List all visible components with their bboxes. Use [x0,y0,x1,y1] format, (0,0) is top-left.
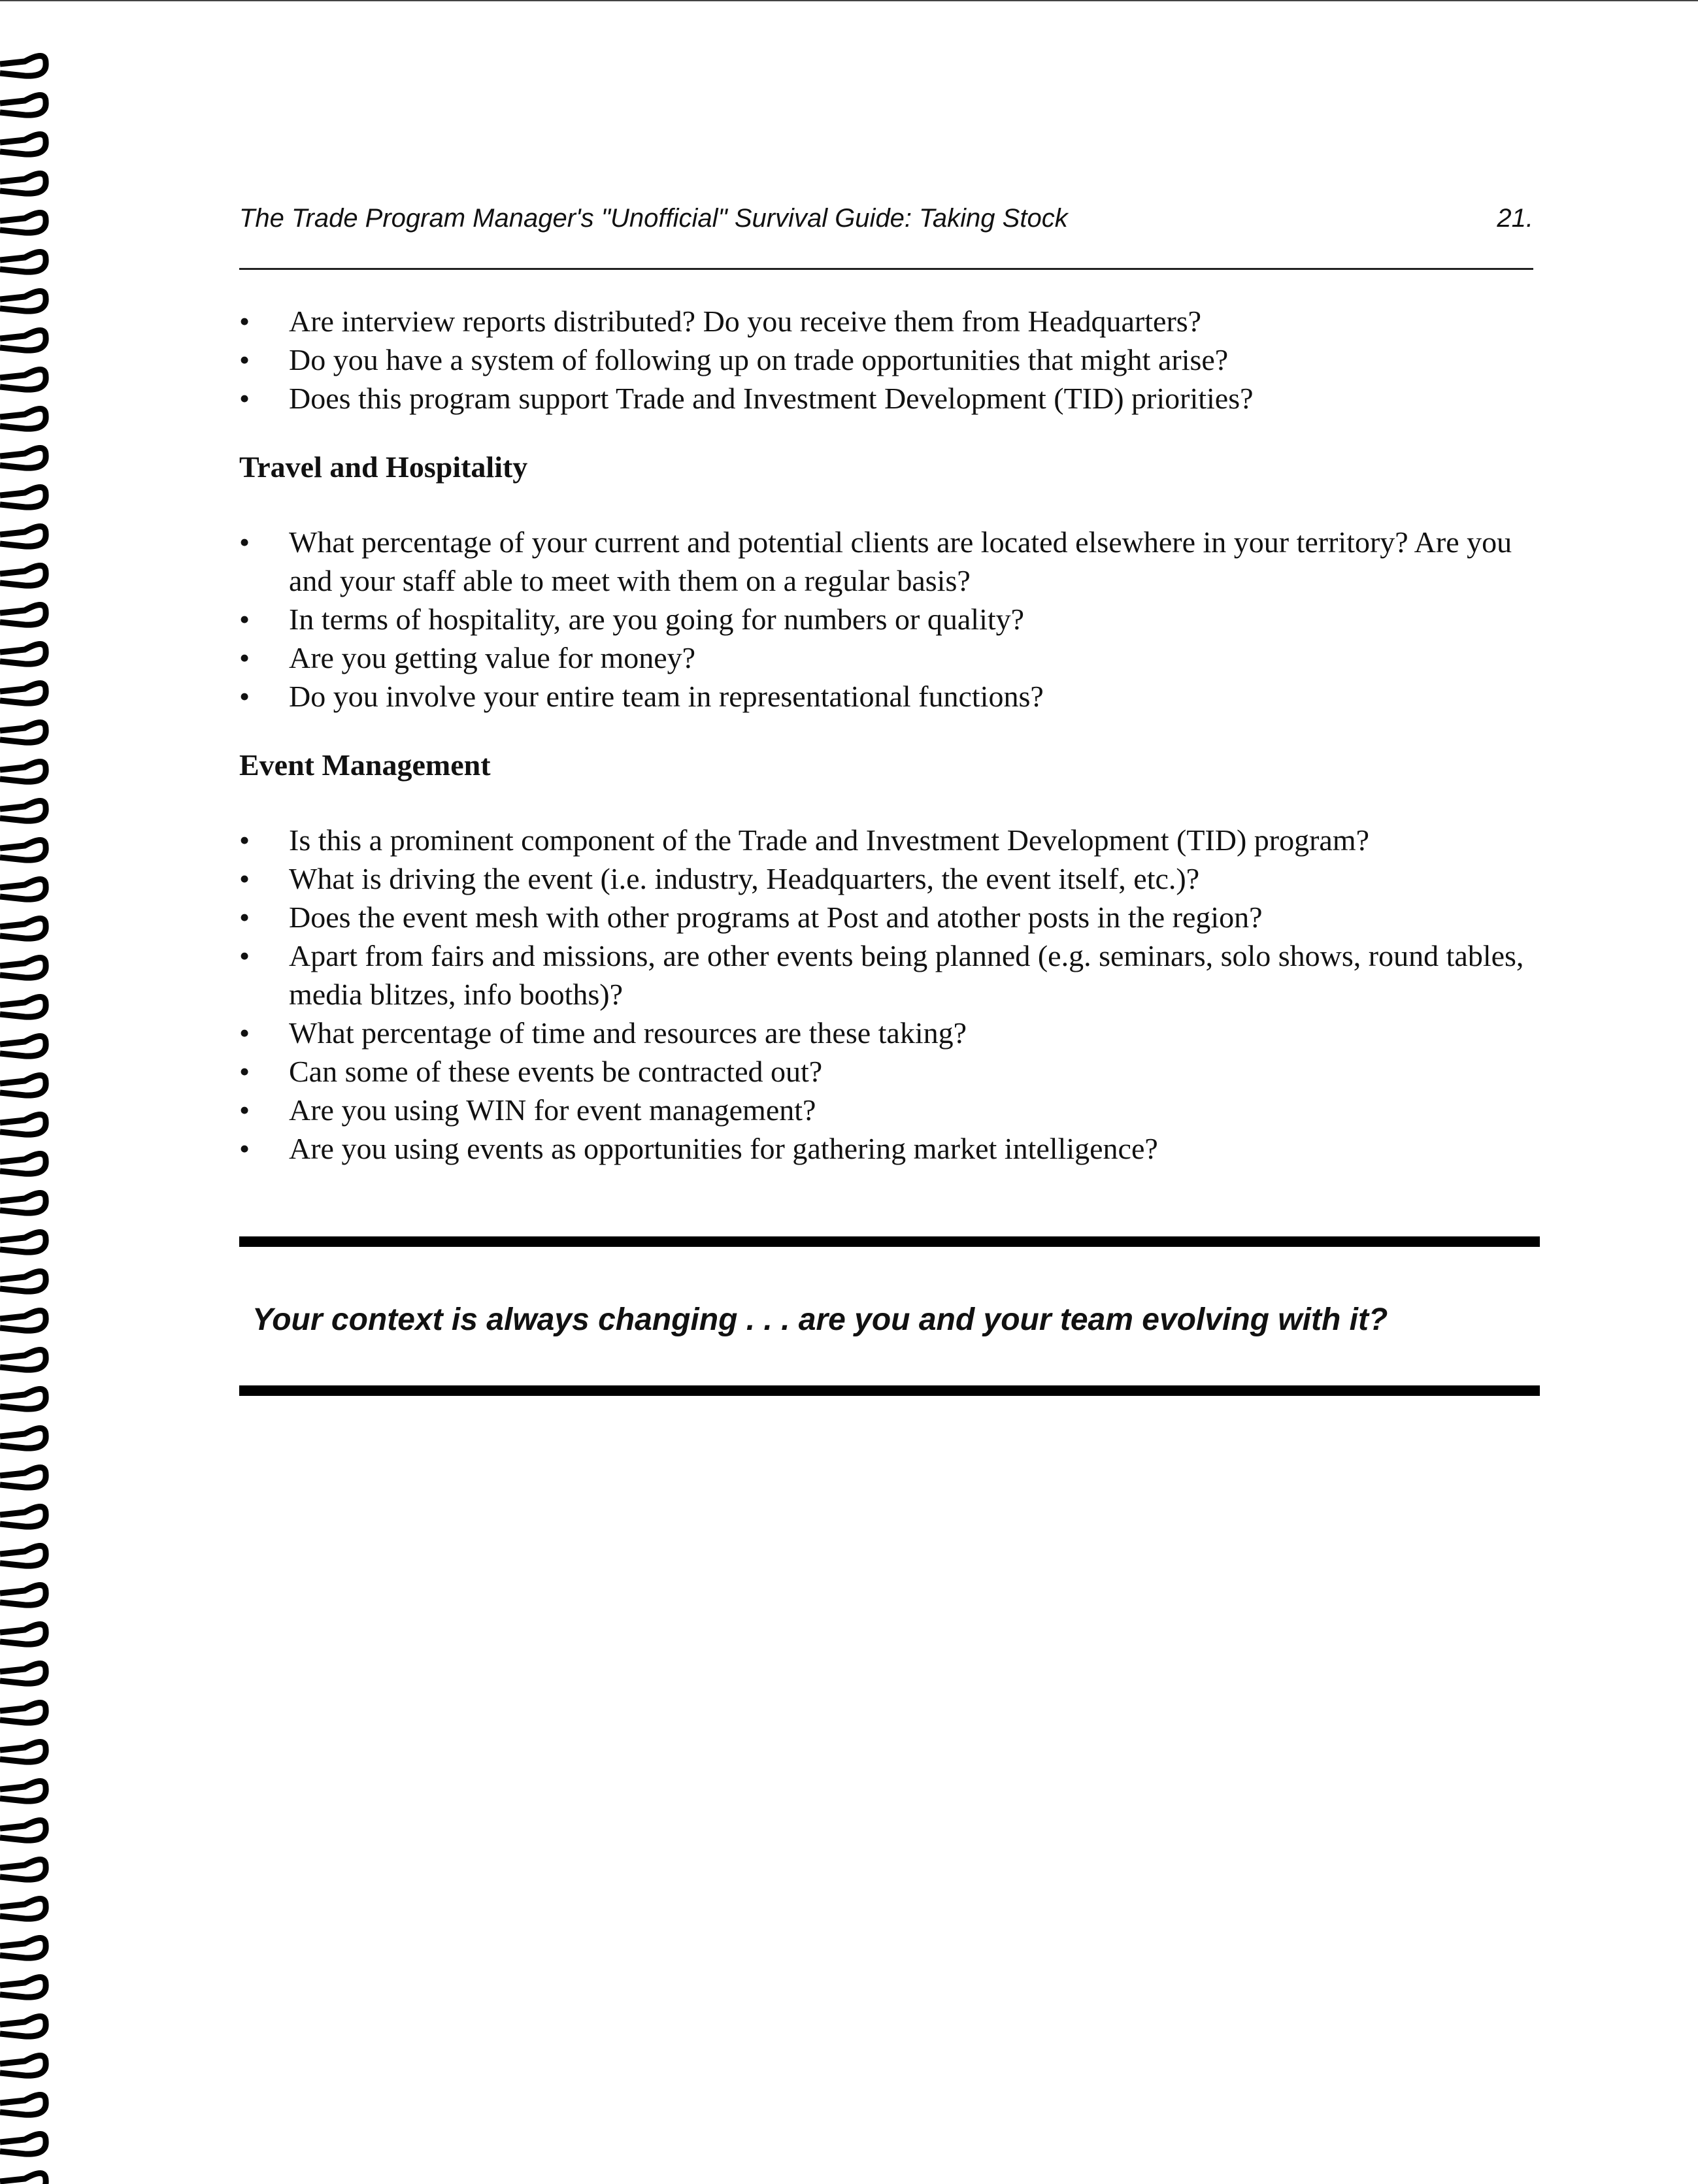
spiral-loop [0,1114,46,1134]
list-item-text: Apart from fairs and missions, are other events being planned (e.g. seminars, solo shows, round tables, media blitzes, info booths)? [289,939,1524,1011]
spiral-loop [0,1506,46,1527]
spiral-loop [0,1663,46,1683]
spiral-loop [0,330,46,350]
bullet-icon: • [239,305,250,338]
section [239,746,1546,1168]
bullet-icon: • [239,862,250,895]
spiral-loop [0,1938,46,1958]
list-item [239,302,1546,340]
spiral-loop [0,1349,46,1370]
bullet-icon: • [239,939,250,972]
spiral-loop [0,918,46,938]
tagline: Your context is always changing . . . are you and your team evolving with it? [252,1302,1388,1337]
spiral-loop [0,173,46,193]
bullet-icon: • [239,680,250,713]
spiral-loop [0,95,46,115]
spiral-loop [0,134,46,154]
list-item-text: Do you have a system of following up on trade opportunities that might arise? [289,343,1229,376]
spiral-loop [0,565,46,586]
section-list [239,523,1546,716]
spiral-loop [0,1546,46,1566]
list-item [239,1014,1546,1052]
bullet-icon: • [239,1093,250,1127]
list-item-text: Does this program support Trade and Investment Development (TID) priorities? [289,382,1254,415]
list-item-text: Are interview reports distributed? Do you receive them from Headquarters? [289,305,1202,338]
spiral-loop [0,408,46,429]
list-item-text: Are you getting value for money? [289,641,696,674]
list-item [239,898,1546,936]
spiral-loop [0,1428,46,1448]
page-header [239,204,1533,243]
spiral-loop [0,1585,46,1605]
tagline-top-rule [239,1236,1540,1247]
list-item-text: Do you involve your entire team in representational functions? [289,680,1044,713]
spiral-loop [0,1153,46,1174]
section [239,448,1546,716]
spiral-loop [0,487,46,507]
bullet-icon: • [239,382,250,415]
list-item [239,821,1546,859]
spiral-loop [0,448,46,468]
spiral-loop [0,2134,46,2154]
spiral-loop [0,1898,46,1919]
list-item [239,859,1546,898]
spiral-loop [0,840,46,860]
spiral-loop [0,1310,46,1331]
spiral-loop [0,1781,46,1801]
list-item-text: Is this a prominent component of the Trade and Investment Development (TID) program? [289,823,1370,857]
page-top-edge [0,0,1698,1]
bullet-icon: • [239,603,250,636]
bullet-icon: • [239,525,250,559]
header-rule [239,268,1533,270]
spiral-loop [0,1389,46,1409]
spiral-loop [0,957,46,978]
spiral-loop [0,1702,46,1723]
spiral-loop [0,2173,46,2184]
spiral-loop [0,526,46,546]
list-item-text: Can some of these events be contracted out? [289,1055,823,1088]
list-item [239,340,1546,379]
spiral-loop [0,644,46,664]
list-item-text: Are you using events as opportunities for gathering market intelligence? [289,1132,1158,1165]
list-item [239,1129,1546,1168]
list-item-text: Are you using WIN for event management? [289,1093,816,1127]
list-item [239,677,1546,716]
spiral-loop [0,801,46,821]
list-item-text: In terms of hospitality, are you going for numbers or quality? [289,603,1025,636]
spiral-loop [0,2055,46,2076]
bullet-icon: • [239,823,250,857]
list-item [239,1091,1546,1129]
tagline-bottom-rule [239,1385,1540,1396]
list-item-text: What is driving the event (i.e. industry, Headquarters, the event itself, etc.)? [289,862,1200,895]
spiral-loop [0,212,46,233]
page-content [239,302,1546,1168]
spiral-loop [0,1232,46,1252]
spiral-loop [0,369,46,389]
list-item [239,523,1546,600]
bullet-icon: • [239,1055,250,1088]
spiral-loop [0,604,46,625]
spiral-loop [0,1977,46,1997]
spiral-loop [0,1193,46,1213]
spiral-loop [0,1075,46,1095]
list-item [239,936,1546,1014]
bullet-icon: • [239,343,250,376]
list-item-text: Does the event mesh with other programs at Post and atother posts in the region? [289,901,1263,934]
spiral-loop [0,683,46,703]
intro-list [239,302,1546,418]
sections [239,448,1546,1168]
spiral-loop [0,1467,46,1487]
spiral-loop [0,722,46,742]
list-item-text: What percentage of your current and potential clients are located elsewhere in your territory? Are you and your staff able to meet with them on a regular basis? [289,525,1512,597]
spiral-loop [0,291,46,311]
spiral-loop [0,2094,46,2115]
bullet-icon: • [239,901,250,934]
section-heading: Travel and Hospitality [239,450,528,484]
section-list [239,821,1546,1168]
spiral-loop [0,56,46,76]
spiral-loop [0,252,46,272]
spiral-loop [0,761,46,782]
section-heading: Event Management [239,748,491,782]
spiral-loop [0,1820,46,1840]
header-title: The Trade Program Manager's "Unofficial" Survival Guide: Taking Stock [239,204,1068,233]
list-item-text: What percentage of time and resources are these taking? [289,1016,967,1050]
spiral-binding-icon [0,39,59,2184]
list-item [239,379,1546,418]
page-number: 21. [1497,204,1533,233]
bullet-icon: • [239,1016,250,1050]
spiral-loop [0,1742,46,1762]
spiral-loop [0,997,46,1017]
spiral-loop [0,1624,46,1644]
spiral-loop [0,2016,46,2036]
spiral-loop [0,1036,46,1056]
spiral-loop [0,1271,46,1291]
spiral-loop [0,879,46,899]
list-item [239,1052,1546,1091]
list-item [239,638,1546,677]
bullet-icon: • [239,641,250,674]
spiral-loop [0,1859,46,1879]
list-item [239,600,1546,638]
bullet-icon: • [239,1132,250,1165]
